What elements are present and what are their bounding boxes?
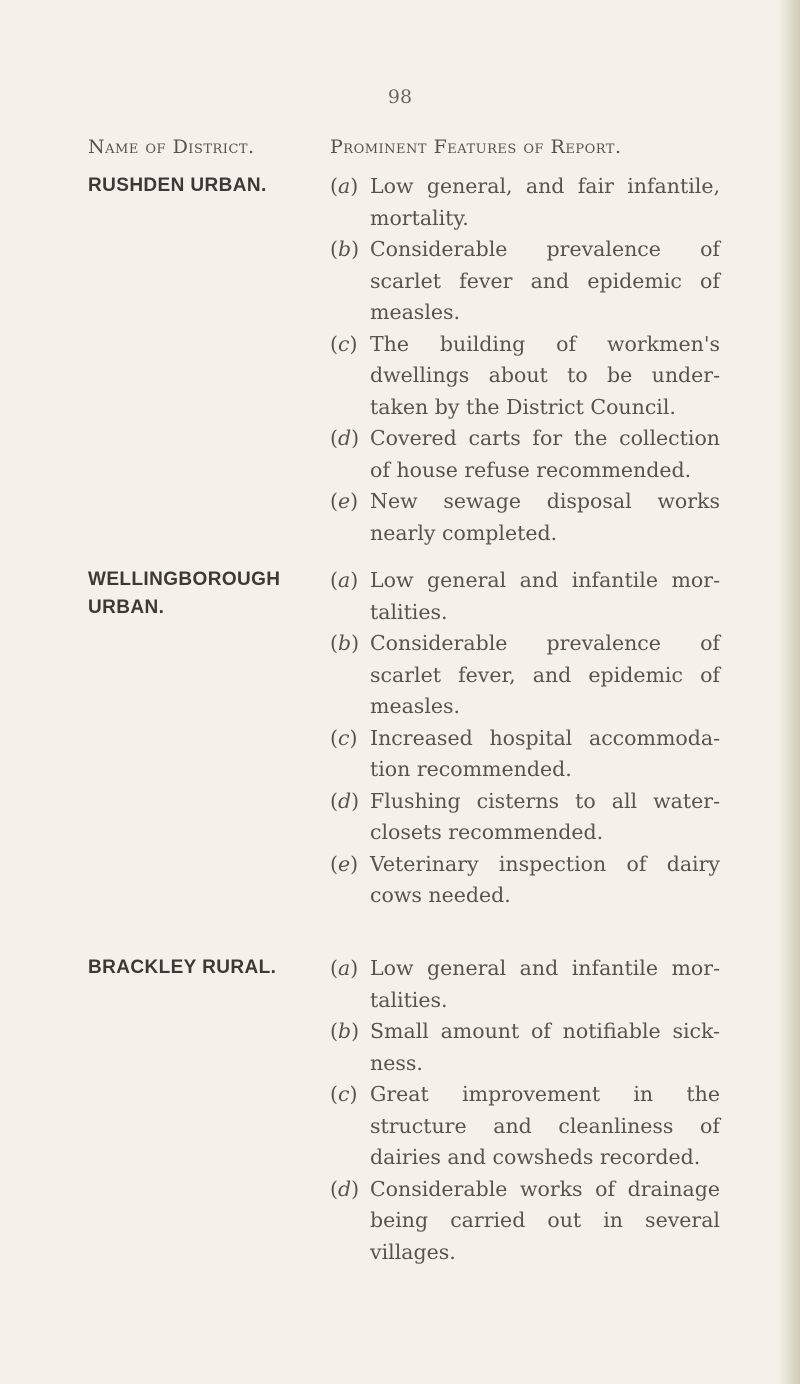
- feature-letter: a: [338, 174, 351, 198]
- feature-item: (a) Low general and infantile mor-talities.: [330, 568, 720, 624]
- district-name: RUSHDEN URBAN.: [88, 175, 267, 196]
- feature-letter: d: [338, 788, 352, 813]
- feature-list: [330, 953, 720, 1268]
- feature-letter: b: [338, 631, 352, 655]
- features-column-header: Prominent Features of Report.: [330, 136, 622, 158]
- district-column-header: Name of District.: [88, 136, 255, 158]
- district-name: WELLINGBOROUGH URBAN.: [88, 569, 281, 618]
- district-name: BRACKLEY RURAL.: [88, 957, 277, 978]
- feature-text: New sewage disposal works nearly completed.: [370, 489, 720, 545]
- feature-letter: c: [338, 331, 350, 356]
- feature-item: (a) Low general, and fair infantile, mortality.: [330, 174, 720, 230]
- feature-letter: d: [338, 426, 352, 450]
- feature-text: Low general, and fair infantile, mortality.: [370, 174, 720, 230]
- feature-text: Veterinary inspection of dairy cows needed.: [370, 851, 720, 907]
- feature-text: Considerable prevalence of scarlet fever and epidemic of measles.: [370, 237, 720, 324]
- feature-letter: b: [338, 237, 352, 261]
- feature-text: Small amount of notifiable sick-ness.: [370, 1019, 720, 1075]
- feature-item: (b) Considerable prevalence of scarlet fever and epidemic of measles.: [330, 237, 720, 324]
- feature-letter: e: [338, 851, 351, 876]
- feature-item: (e) Veterinary inspection of dairy cows needed.: [330, 851, 720, 907]
- feature-item: (d) Considerable works of drainage being carried out in several villages.: [330, 1176, 720, 1264]
- feature-item: (c) Great improvement in the structure and cleanliness of dairies and cowsheds recorded.: [330, 1082, 720, 1169]
- feature-text: The building of workmen's dwellings about to be under-taken by the District Council.: [370, 331, 720, 419]
- feature-letter: c: [338, 725, 350, 750]
- feature-item: (a) Low general and infantile mor-talities.: [330, 956, 720, 1012]
- feature-item: (c) Increased hospital accommoda-tion recommended.: [330, 725, 720, 781]
- feature-text: Increased hospital accommoda-tion recommended.: [370, 725, 720, 781]
- feature-item: (e) New sewage disposal works nearly completed.: [330, 489, 720, 545]
- feature-list: [330, 171, 720, 549]
- feature-text: Flushing cisterns to all water-closets recommended.: [370, 788, 720, 844]
- feature-letter: a: [338, 956, 351, 980]
- feature-text: Considerable works of drainage being carried out in several villages.: [370, 1176, 720, 1264]
- page-edge-shadow: [778, 0, 800, 1384]
- feature-text: Great improvement in the structure and cleanliness of dairies and cowsheds recorded.: [370, 1082, 720, 1169]
- feature-text: Low general and infantile mor-talities.: [370, 568, 720, 624]
- feature-letter: b: [338, 1019, 352, 1043]
- feature-letter: d: [338, 1176, 352, 1201]
- feature-letter: a: [338, 568, 351, 592]
- page-number: 98: [387, 86, 413, 108]
- feature-letter: c: [338, 1082, 350, 1106]
- column-headers: [0, 136, 800, 166]
- feature-item: (c) The building of workmen's dwellings about to be under-taken by the District Council.: [330, 331, 720, 419]
- feature-text: Low general and infantile mor-talities.: [370, 956, 720, 1012]
- feature-text: Considerable prevalence of scarlet fever, and epidemic of measles.: [370, 631, 720, 718]
- feature-letter: e: [338, 489, 351, 513]
- feature-text: Covered carts for the collection of house refuse recommended.: [370, 426, 720, 482]
- feature-item: (d) Covered carts for the collection of house refuse recommended.: [330, 426, 720, 482]
- feature-item: (b) Considerable prevalence of scarlet fever, and epidemic of measles.: [330, 631, 720, 718]
- feature-item: (b) Small amount of notifiable sick-ness.: [330, 1019, 720, 1075]
- feature-list: [330, 565, 720, 912]
- feature-item: (d) Flushing cisterns to all water-closets recommended.: [330, 788, 720, 844]
